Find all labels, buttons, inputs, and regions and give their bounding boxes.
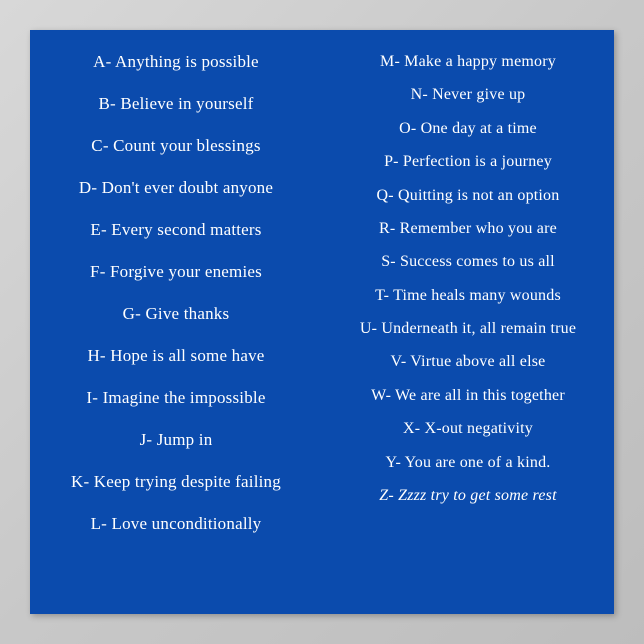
alphabet-line: I- Imagine the impossible (86, 387, 266, 407)
alphabet-line: O- One day at a time (399, 119, 537, 137)
alphabet-line: R- Remember who you are (379, 219, 557, 237)
alphabet-line: M- Make a happy memory (380, 53, 556, 70)
alphabet-line: J- Jump in (139, 429, 213, 449)
alphabet-line: V- Virtue above all else (390, 353, 546, 371)
alphabet-line: A- Anything is possible (93, 52, 259, 71)
alphabet-line: P- Perfection is a journey (384, 153, 552, 171)
alphabet-line: Q- Quitting is not an option (376, 186, 560, 204)
alphabet-line: D- Don't ever doubt anyone (78, 177, 274, 197)
alphabet-column-right (322, 30, 614, 614)
alphabet-line: G- Give thanks (122, 303, 230, 323)
alphabet-line: S- Success comes to us all (381, 253, 555, 271)
alphabet-line: B- Believe in yourself (98, 93, 254, 113)
alphabet-line: X- X-out negativity (403, 420, 533, 438)
alphabet-column-left (30, 30, 322, 614)
alphabet-line: K- Keep trying despite failing (71, 471, 281, 491)
alphabet-line: L- Love unconditionally (90, 513, 262, 533)
alphabet-line: W- We are all in this together (371, 386, 565, 404)
alphabet-line: N- Never give up (410, 86, 526, 104)
poster-canvas (30, 30, 614, 614)
poster-columns (30, 30, 614, 614)
alphabet-line: E- Every second matters (90, 219, 262, 239)
alphabet-line: U- Underneath it, all remain true (359, 320, 577, 337)
alphabet-line: T- Time heals many wounds (375, 286, 561, 304)
alphabet-line: H- Hope is all some have (87, 345, 265, 365)
alphabet-line: Y- You are one of a kind. (385, 453, 551, 471)
alphabet-line: Z- Zzzz try to get some rest (379, 486, 557, 504)
alphabet-line: F- Forgive your enemies (90, 261, 262, 281)
alphabet-line: C- Count your blessings (91, 135, 261, 155)
